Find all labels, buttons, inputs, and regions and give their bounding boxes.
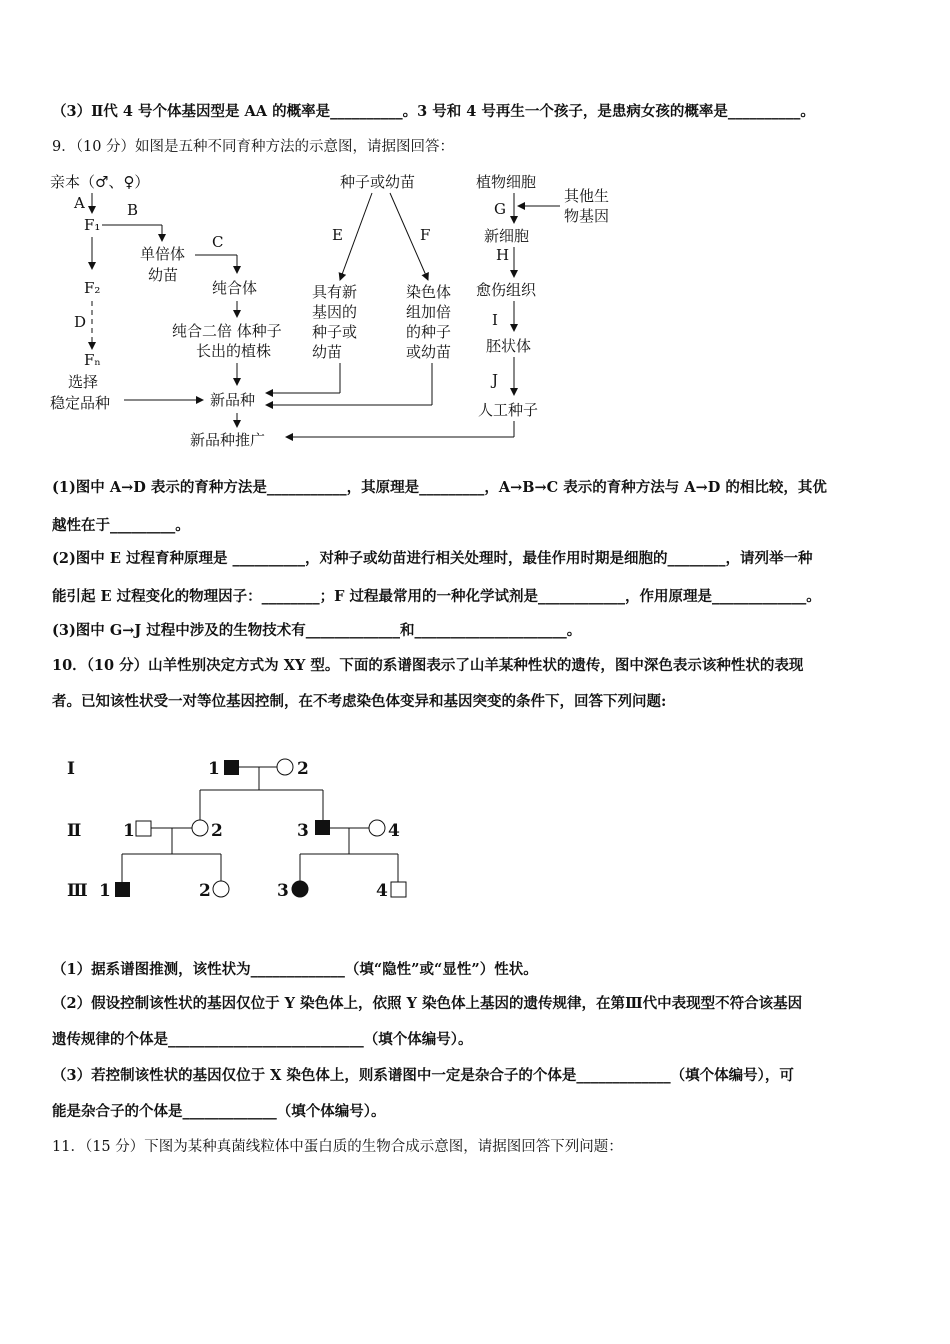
- gen-2-label: Ⅱ: [67, 821, 82, 841]
- ii4-female: [369, 820, 385, 836]
- label-d: D: [74, 313, 87, 331]
- select-label-2: 稳定品种: [50, 394, 111, 412]
- ii1-male: [136, 821, 151, 836]
- embryo-label: 胚状体: [486, 337, 532, 355]
- q8-part3: （3）Ⅱ代 4 号个体基因型是 AA 的概率是__________。3 号和 4 号再生一个孩子，是患病女孩的概率是__________。: [52, 103, 815, 120]
- q11-heading: 11．（15 分）下图为某种真菌线粒体中蛋白质的生物合成示意图，请据图回答下列问题：: [52, 1139, 623, 1155]
- select-label-1: 选择: [68, 373, 99, 391]
- iii3-affected-female: [292, 881, 308, 897]
- newgene-label-4: 幼苗: [312, 343, 343, 361]
- q9-part1-b: 越性在于_________。: [52, 517, 190, 534]
- parents-label: 亲本（♂、♀）: [50, 173, 150, 191]
- fn-label: Fₙ: [84, 351, 101, 369]
- other-gene-label-1: 其他生: [564, 187, 610, 205]
- iii1-number: 1: [99, 881, 111, 901]
- q9-part2-b: 能引起 E 过程变化的物理因子：________；F 过程最常用的一种化学试剂是____________，作用原理是_____________。: [52, 588, 821, 605]
- diploid-label-2: 长出的植株: [196, 342, 272, 360]
- q9-part3: (3)图中 G→J 过程中涉及的生物技术有_____________和_____________________。: [52, 622, 582, 639]
- q10-part3-a: （3）若控制该性状的基因仅位于 X 染色体上，则系谱图中一定是杂合子的个体是_____________（填个体编号），可: [52, 1067, 794, 1084]
- poly-label-4: 或幼苗: [406, 343, 452, 361]
- gen-3-label: Ⅲ: [67, 881, 88, 901]
- label-j: J: [492, 371, 499, 389]
- poly-label-3: 的种子: [406, 323, 452, 341]
- i2-number: 2: [297, 759, 309, 779]
- q9-part2-a: (2)图中 E 过程育种原理是 __________，对种子或幼苗进行相关处理时，最佳作用时期是细胞的________，请列举一种: [52, 550, 813, 567]
- ii4-number: 4: [388, 821, 400, 841]
- q9-heading: 9．（10 分）如图是五种不同育种方法的示意图，请据图回答：: [52, 139, 455, 155]
- callus-label: 愈伤组织: [476, 281, 537, 299]
- newgene-label-2: 基因的: [312, 303, 358, 321]
- poly-label-2: 组加倍: [406, 303, 452, 321]
- label-e: E: [332, 226, 343, 244]
- gen-1-label: Ⅰ: [67, 759, 75, 779]
- q10-part2-a: （2）假设控制该性状的基因仅位于 Y 染色体上，依照 Y 染色体上基因的遗传规律，在第Ⅲ代中表现型不符合该基因: [52, 995, 803, 1012]
- q10-heading-b: 者。已知该性状受一对等位基因控制，在不考虑染色体变异和基因突变的条件下，回答下列问题:: [52, 693, 667, 710]
- newgene-label-1: 具有新: [312, 283, 358, 301]
- q9-part1-a: (1)图中 A→D 表示的育种方法是___________，其原理是_________，A→B→C 表示的育种方法与 A→D 的相比较，其优: [52, 479, 827, 496]
- label-h: H: [496, 246, 510, 264]
- promote-label: 新品种推广: [190, 431, 266, 449]
- newgene-label-3: 种子或: [312, 323, 358, 341]
- new-variety-label: 新品种: [210, 391, 256, 409]
- iii2-female: [213, 881, 229, 897]
- iii1-affected-male: [115, 882, 130, 897]
- i2-female: [277, 759, 293, 775]
- haploid-label-1: 单倍体: [140, 245, 186, 263]
- f2-label: F₂: [84, 279, 101, 297]
- iii2-number: 2: [199, 881, 211, 901]
- ii3-affected-male: [315, 820, 330, 835]
- i1-number: 1: [208, 759, 220, 779]
- poly-label-1: 染色体: [406, 283, 452, 301]
- new-cell-label: 新细胞: [484, 227, 530, 245]
- ii1-number: 1: [123, 821, 135, 841]
- label-b: B: [127, 201, 139, 219]
- label-i: I: [492, 311, 498, 329]
- seed-label: 种子或幼苗: [340, 173, 416, 191]
- label-c: C: [212, 233, 224, 251]
- q10-part3-b: 能是杂合子的个体是_____________（填个体编号）。: [52, 1103, 386, 1120]
- pedigree-chart: [55, 748, 435, 908]
- breeding-diagram: [40, 165, 640, 460]
- f1-label: F₁: [84, 216, 101, 234]
- haploid-label-2: 幼苗: [148, 266, 179, 284]
- label-a: A: [74, 194, 85, 212]
- plant-cell-label: 植物细胞: [476, 173, 537, 191]
- iii4-male: [391, 882, 406, 897]
- q10-heading-a: 10．（10 分）山羊性别决定方式为 XY 型。下面的系谱图表示了山羊某种性状的遗传，图中深色表示该种性状的表现: [52, 657, 804, 674]
- label-f: F: [420, 226, 431, 244]
- iii4-number: 4: [376, 881, 388, 901]
- q10-part1: （1）据系谱图推测，该性状为_____________（填“隐性”或“显性”）性状。: [52, 961, 538, 978]
- q10-part2-b: 遗传规律的个体是___________________________（填个体编号）。: [52, 1031, 473, 1048]
- diploid-label-1: 纯合二倍 体种子: [172, 322, 282, 340]
- label-g: G: [494, 200, 506, 218]
- other-gene-label-2: 物基因: [564, 207, 610, 225]
- ii3-number: 3: [297, 821, 309, 841]
- ii2-female: [192, 820, 208, 836]
- artificial-seed-label: 人工种子: [478, 401, 539, 419]
- ii2-number: 2: [211, 821, 223, 841]
- i1-affected-male: [224, 760, 239, 775]
- iii3-number: 3: [277, 881, 289, 901]
- pure-label: 纯合体: [212, 279, 258, 297]
